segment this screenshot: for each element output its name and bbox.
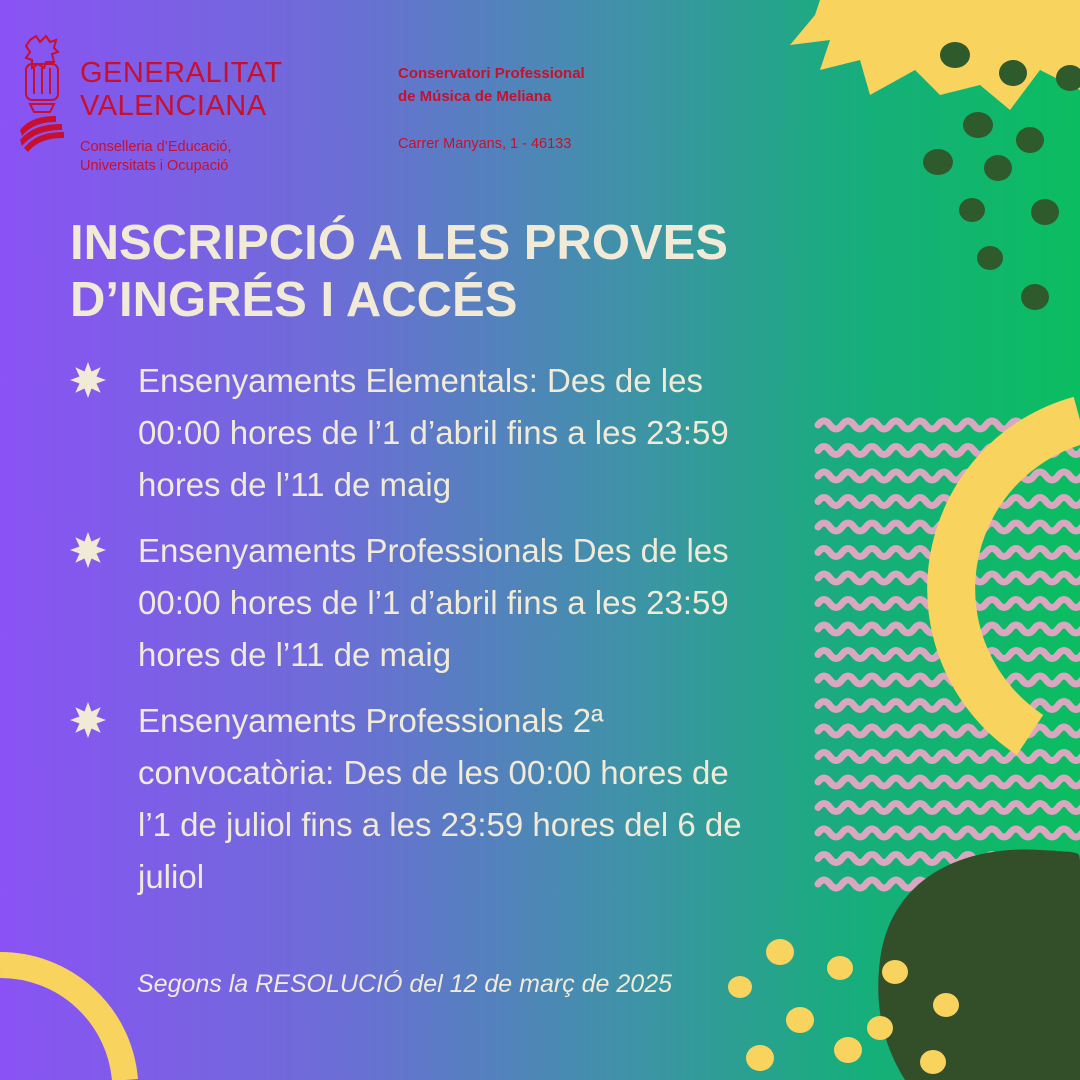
dark-green-blob xyxy=(878,850,1080,1080)
list-item-text: Ensenyaments Professionals 2ª convocatòria: Des de les 00:00 hores de l’1 de juliol fins a les 23:59 hores del 6 de juliol xyxy=(138,702,742,895)
wave-line xyxy=(818,727,1080,735)
wave-line xyxy=(818,753,1080,761)
list-item xyxy=(70,695,770,903)
conservatory-name: Conservatori Professional de Música de Meliana xyxy=(398,65,585,105)
generalitat-valenciana-logo xyxy=(16,34,68,154)
sun-burst-icon xyxy=(70,362,106,398)
gov-department: Conselleria d’Educació, Universitats i Ocupació xyxy=(80,139,232,174)
wave-line xyxy=(818,472,1080,480)
wave-line xyxy=(818,829,1080,837)
wave-line xyxy=(818,804,1080,812)
enrollment-list xyxy=(70,355,770,917)
wave-line xyxy=(818,702,1080,710)
gov-name: GENERALITAT VALENCIANA xyxy=(80,57,283,122)
sun-burst-icon xyxy=(70,532,106,568)
list-item xyxy=(70,525,770,681)
list-item-text: Ensenyaments Professionals Des de les 00:00 hores de l’1 d’abril fins a les 23:59 hores de l’11 de maig xyxy=(138,532,729,673)
page-title: INSCRIPCIÓ A LES PROVES D’INGRÉS I ACCÉS xyxy=(70,216,728,327)
footnote: Segons la RESOLUCIÓ del 12 de març de 2025 xyxy=(137,970,673,998)
yellow-starburst xyxy=(790,0,1080,110)
yellow-arc-left xyxy=(0,965,125,1080)
wave-line xyxy=(818,778,1080,786)
list-item-text: Ensenyaments Elementals: Des de les 00:00 hores de l’1 d’abril fins a les 23:59 hores de l’11 de maig xyxy=(138,362,729,503)
conservatory-address: Carrer Manyans, 1 - 46133 xyxy=(398,136,572,152)
list-item xyxy=(70,355,770,511)
sun-burst-icon xyxy=(70,702,106,738)
